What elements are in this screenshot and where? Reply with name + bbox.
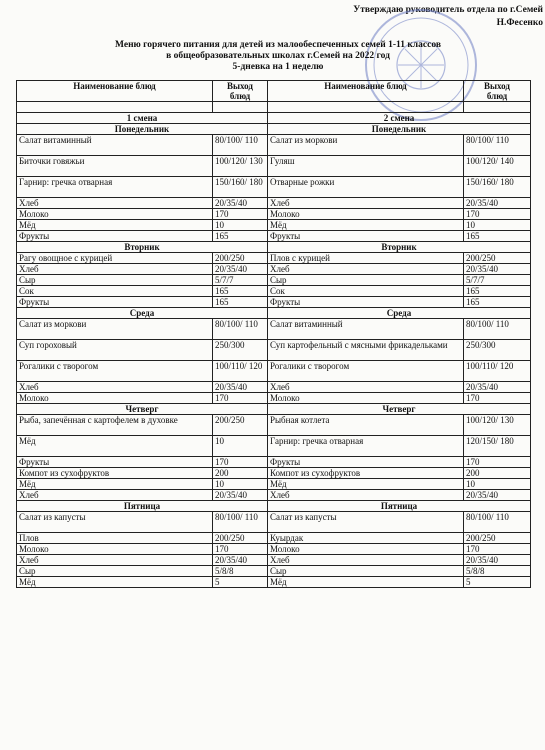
yield-cell: 5 (213, 577, 268, 588)
dish-cell: Хлеб (268, 555, 464, 566)
table-row (17, 156, 531, 177)
dish-cell: Рогалики с творогом (17, 361, 213, 382)
yield-cell: 165 (464, 286, 531, 297)
yield-cell: 20/35/40 (464, 198, 531, 209)
dish-cell: Молоко (17, 544, 213, 555)
day-name: Вторник (268, 242, 531, 253)
yield-cell: 80/100/ 110 (464, 319, 531, 340)
dish-cell: Хлеб (17, 264, 213, 275)
table-row (17, 457, 531, 468)
yield-cell: 170 (464, 544, 531, 555)
dish-cell: Гарнир: гречка отварная (17, 177, 213, 198)
title-line: в общеобразовательных школах г.Семей на 2022 год (166, 51, 390, 61)
day-name: Среда (268, 308, 531, 319)
yield-cell: 200/250 (213, 533, 268, 544)
table-row (17, 286, 531, 297)
table-row (17, 340, 531, 361)
table-row (17, 566, 531, 577)
table-row (17, 198, 531, 209)
yield-cell: 150/160/ 180 (464, 177, 531, 198)
dish-cell: Плов с курицей (268, 253, 464, 264)
dish-cell: Фрукты (17, 457, 213, 468)
dish-cell: Мёд (17, 577, 213, 588)
second-shift-label: 2 смена (268, 113, 531, 124)
dish-cell: Хлеб (268, 490, 464, 501)
dish-cell: Отварные рожки (268, 177, 464, 198)
dish-cell: Фрукты (268, 231, 464, 242)
day-name: Понедельник (17, 124, 268, 135)
yield-cell: 5/8/8 (213, 566, 268, 577)
table-row (17, 479, 531, 490)
table-row (17, 275, 531, 286)
yield-cell: 100/110/ 120 (464, 361, 531, 382)
dish-cell: Сыр (268, 275, 464, 286)
yield-cell: 20/35/40 (464, 264, 531, 275)
yield-column-header (464, 81, 531, 102)
dish-cell: Компот из сухофруктов (268, 468, 464, 479)
yield-cell: 165 (464, 231, 531, 242)
yield-cell: 170 (464, 209, 531, 220)
day-row (17, 124, 531, 135)
table-row (17, 555, 531, 566)
dish-cell: Мёд (17, 479, 213, 490)
table-row (17, 436, 531, 457)
dish-cell: Хлеб (17, 198, 213, 209)
yield-cell: 200/250 (464, 253, 531, 264)
day-row (17, 242, 531, 253)
yield-cell: 10 (213, 436, 268, 457)
approval-line: Утверждаю руководитель отдела по г.Семей (353, 5, 543, 15)
yield-cell: 170 (464, 393, 531, 404)
table-row (17, 544, 531, 555)
dish-column-header: Наименование блюд (17, 81, 213, 102)
day-row (17, 501, 531, 512)
yield-cell: 80/100/ 110 (213, 512, 268, 533)
yield-column-header (213, 81, 268, 102)
yield-cell: 5 (464, 577, 531, 588)
dish-cell: Компот из сухофруктов (17, 468, 213, 479)
day-row (17, 404, 531, 415)
shift-row (17, 113, 531, 124)
table-row (17, 220, 531, 231)
dish-cell: Фрукты (268, 297, 464, 308)
dish-cell: Плов (17, 533, 213, 544)
yield-cell: 170 (213, 544, 268, 555)
yield-cell: 120/150/ 180 (464, 436, 531, 457)
day-name: Понедельник (268, 124, 531, 135)
dish-cell: Мёд (17, 220, 213, 231)
yield-cell: 20/35/40 (213, 490, 268, 501)
yield-cell: 5/8/8 (464, 566, 531, 577)
dish-cell: Гарнир: гречка отварная (268, 436, 464, 457)
header-row (17, 81, 531, 102)
yield-cell: 165 (213, 297, 268, 308)
day-name: Четверг (17, 404, 268, 415)
dish-cell: Хлеб (17, 555, 213, 566)
dish-cell: Хлеб (268, 264, 464, 275)
yield-cell: 10 (213, 479, 268, 490)
menu-table-body (17, 81, 531, 588)
dish-cell: Хлеб (17, 490, 213, 501)
yield-cell: 170 (213, 393, 268, 404)
day-name: Четверг (268, 404, 531, 415)
dish-cell: Мёд (268, 577, 464, 588)
table-row (17, 512, 531, 533)
yield-cell: 200/250 (213, 253, 268, 264)
table-row (17, 382, 531, 393)
yield-cell: 10 (464, 220, 531, 231)
yield-cell: 100/120/ 130 (213, 156, 268, 177)
menu-table (16, 80, 531, 588)
table-row (17, 393, 531, 404)
dish-cell: Суп картофельный с мясными фрикадельками (268, 340, 464, 361)
table-row (17, 135, 531, 156)
dish-cell: Рагу овощное с курицей (17, 253, 213, 264)
table-row (17, 415, 531, 436)
yield-cell: 80/100/ 110 (464, 512, 531, 533)
dish-cell: Рыбная котлета (268, 415, 464, 436)
day-name: Среда (17, 308, 268, 319)
yield-cell: 150/160/ 180 (213, 177, 268, 198)
yield-cell: 200/250 (464, 533, 531, 544)
dish-cell: Биточки говяжьи (17, 156, 213, 177)
dish-cell: Фрукты (17, 297, 213, 308)
yield-cell: 100/110/ 120 (213, 361, 268, 382)
dish-cell: Фрукты (268, 457, 464, 468)
dish-cell: Сыр (17, 566, 213, 577)
dish-cell: Рыба, запечённая с картофелем в духовке (17, 415, 213, 436)
yield-cell: 170 (213, 209, 268, 220)
table-row (17, 319, 531, 340)
yield-cell: 5/7/7 (464, 275, 531, 286)
yield-header-line: блюд (229, 91, 251, 101)
yield-cell: 20/35/40 (213, 198, 268, 209)
dish-cell: Хлеб (17, 382, 213, 393)
dish-cell: Фрукты (17, 231, 213, 242)
table-row (17, 177, 531, 198)
yield-header-line: блюд (486, 91, 508, 101)
yield-cell: 100/120/ 140 (464, 156, 531, 177)
yield-cell: 20/35/40 (464, 555, 531, 566)
table-row (17, 490, 531, 501)
yield-header-line: Выход (484, 81, 510, 91)
table-row (17, 209, 531, 220)
yield-cell: 165 (464, 297, 531, 308)
dish-cell: Сыр (17, 275, 213, 286)
yield-cell: 165 (213, 231, 268, 242)
day-name: Пятница (17, 501, 268, 512)
table-row (17, 231, 531, 242)
dish-cell: Салат из моркови (268, 135, 464, 156)
dish-cell: Гуляш (268, 156, 464, 177)
dish-cell: Рогалики с творогом (268, 361, 464, 382)
yield-header-line: Выход (227, 81, 253, 91)
yield-cell: 20/35/40 (464, 382, 531, 393)
table-row (17, 577, 531, 588)
yield-cell: 170 (213, 457, 268, 468)
table-row (17, 297, 531, 308)
yield-cell: 170 (464, 457, 531, 468)
yield-cell: 20/35/40 (213, 555, 268, 566)
day-name: Пятница (268, 501, 531, 512)
dish-cell: Салат витаминный (17, 135, 213, 156)
dish-cell: Молоко (268, 209, 464, 220)
dish-cell: Салат из капусты (17, 512, 213, 533)
yield-cell: 165 (213, 286, 268, 297)
title-line: Меню горячего питания для детей из малообеспеченных семей 1-11 классов (115, 40, 441, 50)
table-row (17, 253, 531, 264)
dish-cell: Сок (17, 286, 213, 297)
title-line: 5-дневка на 1 неделю (232, 62, 324, 72)
dish-cell: Молоко (17, 209, 213, 220)
yield-cell: 250/300 (213, 340, 268, 361)
yield-cell: 10 (464, 479, 531, 490)
dish-cell: Молоко (268, 544, 464, 555)
table-row (17, 533, 531, 544)
dish-cell: Куырдак (268, 533, 464, 544)
dish-cell: Сыр (268, 566, 464, 577)
table-row (17, 468, 531, 479)
table-row (17, 264, 531, 275)
first-shift-label: 1 смена (17, 113, 268, 124)
yield-cell: 5/7/7 (213, 275, 268, 286)
yield-cell: 200 (464, 468, 531, 479)
yield-cell: 10 (213, 220, 268, 231)
yield-cell: 80/100/ 110 (213, 135, 268, 156)
dish-cell: Молоко (268, 393, 464, 404)
dish-cell: Салат из капусты (268, 512, 464, 533)
yield-cell: 200/250 (213, 415, 268, 436)
dish-column-header: Наименование блюд (268, 81, 464, 102)
dish-cell: Сок (268, 286, 464, 297)
dish-cell: Мёд (268, 479, 464, 490)
dish-cell: Салат витаминный (268, 319, 464, 340)
dish-cell: Мёд (268, 220, 464, 231)
yield-cell: 20/35/40 (464, 490, 531, 501)
dish-cell: Мёд (17, 436, 213, 457)
day-name: Вторник (17, 242, 268, 253)
dish-cell: Суп гороховый (17, 340, 213, 361)
day-row (17, 308, 531, 319)
approver-name: Н.Фесенко (496, 18, 543, 28)
table-row (17, 361, 531, 382)
spacer-row (17, 102, 531, 113)
yield-cell: 80/100/ 110 (213, 319, 268, 340)
dish-cell: Хлеб (268, 382, 464, 393)
yield-cell: 20/35/40 (213, 264, 268, 275)
dish-cell: Хлеб (268, 198, 464, 209)
yield-cell: 100/120/ 130 (464, 415, 531, 436)
yield-cell: 250/300 (464, 340, 531, 361)
approval-block (353, 4, 543, 30)
dish-cell: Молоко (17, 393, 213, 404)
dish-cell: Салат из моркови (17, 319, 213, 340)
yield-cell: 20/35/40 (213, 382, 268, 393)
yield-cell: 80/100/ 110 (464, 135, 531, 156)
yield-cell: 200 (213, 468, 268, 479)
document-title (58, 40, 498, 73)
